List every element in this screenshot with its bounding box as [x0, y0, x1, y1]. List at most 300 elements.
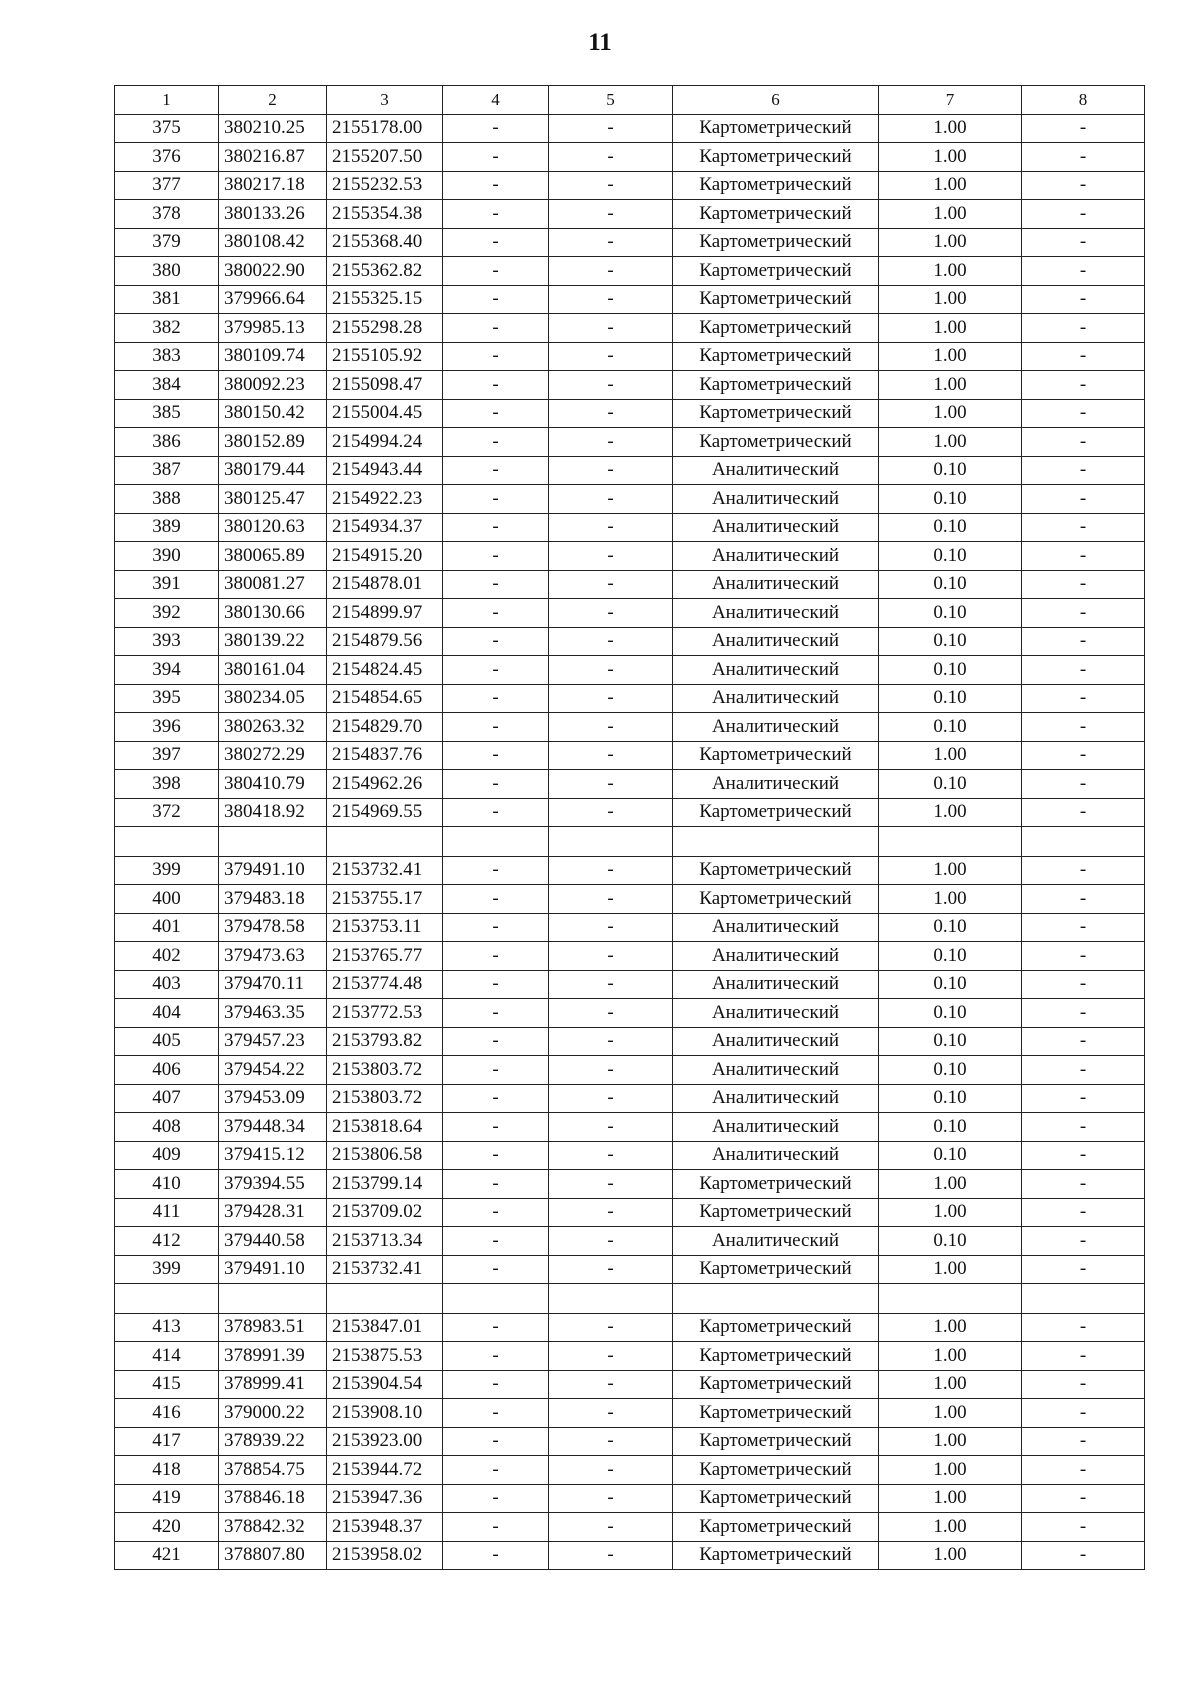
table-row	[115, 999, 1145, 1028]
column-4-cell: -	[443, 456, 549, 485]
column-5-cell: -	[549, 285, 673, 314]
point-number-cell: 410	[115, 1170, 219, 1199]
table-row	[115, 1342, 1145, 1371]
accuracy-cell: 1.00	[879, 342, 1022, 371]
column-5-cell: -	[549, 627, 673, 656]
column-5-cell: -	[549, 970, 673, 999]
y-coordinate-cell: 2153948.37	[327, 1513, 443, 1542]
accuracy-cell: 0.10	[879, 456, 1022, 485]
column-4-cell: -	[443, 1541, 549, 1570]
method-cell: Аналитический	[673, 456, 879, 485]
method-cell: Картометрический	[673, 1313, 879, 1342]
table-row	[115, 1370, 1145, 1399]
column-5-cell: -	[549, 485, 673, 514]
table-row	[115, 371, 1145, 400]
accuracy-cell: 0.10	[879, 1227, 1022, 1256]
column-5-cell	[549, 1284, 673, 1314]
column-5-cell: -	[549, 570, 673, 599]
column-8-cell: -	[1022, 1084, 1145, 1113]
column-4-cell: -	[443, 570, 549, 599]
x-coordinate-cell: 379470.11	[219, 970, 327, 999]
x-coordinate-cell: 379966.64	[219, 285, 327, 314]
y-coordinate-cell: 2153709.02	[327, 1198, 443, 1227]
column-5-cell: -	[549, 371, 673, 400]
y-coordinate-cell: 2154934.37	[327, 513, 443, 542]
header-row	[115, 86, 1145, 115]
table-row	[115, 570, 1145, 599]
column-5-cell: -	[549, 656, 673, 685]
accuracy-cell: 0.10	[879, 1113, 1022, 1142]
point-number-cell: 388	[115, 485, 219, 514]
column-header: 5	[549, 86, 673, 115]
column-5-cell: -	[549, 1198, 673, 1227]
point-number-cell: 400	[115, 885, 219, 914]
column-8-cell: -	[1022, 627, 1145, 656]
column-5-cell: -	[549, 599, 673, 628]
y-coordinate-cell: 2153803.72	[327, 1084, 443, 1113]
point-number-cell: 411	[115, 1198, 219, 1227]
point-number-cell: 418	[115, 1456, 219, 1485]
x-coordinate-cell: 379394.55	[219, 1170, 327, 1199]
table-row	[115, 456, 1145, 485]
column-8-cell: -	[1022, 713, 1145, 742]
table-row	[115, 1255, 1145, 1284]
y-coordinate-cell: 2155098.47	[327, 371, 443, 400]
x-coordinate-cell: 380263.32	[219, 713, 327, 742]
column-8-cell: -	[1022, 1427, 1145, 1456]
y-coordinate-cell: 2153908.10	[327, 1399, 443, 1428]
y-coordinate-cell: 2154879.56	[327, 627, 443, 656]
x-coordinate-cell	[219, 1284, 327, 1314]
table-row	[115, 1484, 1145, 1513]
y-coordinate-cell: 2153765.77	[327, 942, 443, 971]
method-cell: Аналитический	[673, 942, 879, 971]
column-4-cell: -	[443, 885, 549, 914]
point-number-cell: 378	[115, 200, 219, 229]
column-8-cell: -	[1022, 399, 1145, 428]
column-8-cell: -	[1022, 656, 1145, 685]
method-cell: Аналитический	[673, 1141, 879, 1170]
method-cell: Картометрический	[673, 200, 879, 229]
method-cell: Картометрический	[673, 1484, 879, 1513]
column-8-cell: -	[1022, 1255, 1145, 1284]
x-coordinate-cell: 380092.23	[219, 371, 327, 400]
accuracy-cell: 1.00	[879, 1198, 1022, 1227]
column-4-cell: -	[443, 399, 549, 428]
column-5-cell: -	[549, 143, 673, 172]
column-5-cell: -	[549, 1456, 673, 1485]
column-header: 8	[1022, 86, 1145, 115]
x-coordinate-cell: 378999.41	[219, 1370, 327, 1399]
accuracy-cell: 1.00	[879, 114, 1022, 143]
table-row	[115, 885, 1145, 914]
method-cell: Аналитический	[673, 1227, 879, 1256]
table-row	[115, 741, 1145, 770]
column-4-cell: -	[443, 798, 549, 827]
table-row	[115, 342, 1145, 371]
column-4-cell: -	[443, 913, 549, 942]
method-cell: Картометрический	[673, 885, 879, 914]
column-5-cell: -	[549, 1513, 673, 1542]
accuracy-cell: 1.00	[879, 798, 1022, 827]
column-8-cell: -	[1022, 999, 1145, 1028]
point-number-cell: 404	[115, 999, 219, 1028]
column-4-cell	[443, 827, 549, 857]
column-4-cell: -	[443, 342, 549, 371]
column-5-cell: -	[549, 228, 673, 257]
column-4-cell: -	[443, 513, 549, 542]
column-8-cell: -	[1022, 1170, 1145, 1199]
point-number-cell: 372	[115, 798, 219, 827]
column-4-cell: -	[443, 942, 549, 971]
table-row	[115, 1541, 1145, 1570]
method-cell: Картометрический	[673, 1427, 879, 1456]
column-4-cell: -	[443, 770, 549, 799]
column-5-cell: -	[549, 1370, 673, 1399]
column-5-cell: -	[549, 798, 673, 827]
column-4-cell: -	[443, 1056, 549, 1085]
column-5-cell: -	[549, 1427, 673, 1456]
column-8-cell: -	[1022, 1342, 1145, 1371]
accuracy-cell: 1.00	[879, 314, 1022, 343]
x-coordinate-cell: 379483.18	[219, 885, 327, 914]
y-coordinate-cell: 2153753.11	[327, 913, 443, 942]
accuracy-cell: 0.10	[879, 942, 1022, 971]
column-4-cell: -	[443, 599, 549, 628]
x-coordinate-cell: 379454.22	[219, 1056, 327, 1085]
accuracy-cell: 1.00	[879, 1313, 1022, 1342]
column-8-cell: -	[1022, 342, 1145, 371]
column-5-cell: -	[549, 1170, 673, 1199]
accuracy-cell: 1.00	[879, 1484, 1022, 1513]
column-4-cell: -	[443, 228, 549, 257]
point-number-cell	[115, 827, 219, 857]
x-coordinate-cell: 380108.42	[219, 228, 327, 257]
table-row	[115, 1456, 1145, 1485]
method-cell: Картометрический	[673, 285, 879, 314]
column-5-cell: -	[549, 913, 673, 942]
y-coordinate-cell: 2155298.28	[327, 314, 443, 343]
method-cell: Аналитический	[673, 684, 879, 713]
accuracy-cell: 1.00	[879, 1399, 1022, 1428]
column-5-cell: -	[549, 1541, 673, 1570]
column-5-cell: -	[549, 1227, 673, 1256]
y-coordinate-cell: 2153803.72	[327, 1056, 443, 1085]
column-8-cell: -	[1022, 885, 1145, 914]
column-4-cell: -	[443, 1513, 549, 1542]
column-5-cell: -	[549, 342, 673, 371]
method-cell: Картометрический	[673, 171, 879, 200]
accuracy-cell: 1.00	[879, 428, 1022, 457]
column-4-cell: -	[443, 856, 549, 885]
point-number-cell: 399	[115, 1255, 219, 1284]
method-cell: Аналитический	[673, 713, 879, 742]
column-4-cell: -	[443, 285, 549, 314]
y-coordinate-cell: 2154837.76	[327, 741, 443, 770]
x-coordinate-cell: 379985.13	[219, 314, 327, 343]
table-row	[115, 114, 1145, 143]
x-coordinate-cell: 378983.51	[219, 1313, 327, 1342]
column-header: 2	[219, 86, 327, 115]
accuracy-cell: 1.00	[879, 143, 1022, 172]
y-coordinate-cell: 2155232.53	[327, 171, 443, 200]
method-cell: Картометрический	[673, 1198, 879, 1227]
method-cell: Аналитический	[673, 599, 879, 628]
table-row	[115, 856, 1145, 885]
column-5-cell: -	[549, 1342, 673, 1371]
point-number-cell: 403	[115, 970, 219, 999]
method-cell: Аналитический	[673, 913, 879, 942]
table-row	[115, 428, 1145, 457]
point-number-cell: 420	[115, 1513, 219, 1542]
column-4-cell: -	[443, 485, 549, 514]
method-cell: Аналитический	[673, 1027, 879, 1056]
column-4-cell: -	[443, 656, 549, 685]
column-header: 4	[443, 86, 549, 115]
accuracy-cell	[879, 827, 1022, 857]
point-number-cell: 385	[115, 399, 219, 428]
x-coordinate-cell: 378939.22	[219, 1427, 327, 1456]
column-5-cell: -	[549, 314, 673, 343]
y-coordinate-cell: 2153732.41	[327, 856, 443, 885]
point-number-cell: 396	[115, 713, 219, 742]
y-coordinate-cell: 2155325.15	[327, 285, 443, 314]
table-row	[115, 171, 1145, 200]
accuracy-cell: 1.00	[879, 1255, 1022, 1284]
y-coordinate-cell: 2154943.44	[327, 456, 443, 485]
y-coordinate-cell: 2153713.34	[327, 1227, 443, 1256]
column-8-cell: -	[1022, 542, 1145, 571]
column-4-cell: -	[443, 1456, 549, 1485]
table-row	[115, 1313, 1145, 1342]
method-cell: Картометрический	[673, 856, 879, 885]
accuracy-cell: 1.00	[879, 257, 1022, 286]
method-cell: Картометрический	[673, 342, 879, 371]
coordinates-table	[114, 85, 1145, 1570]
table-row	[115, 770, 1145, 799]
x-coordinate-cell: 380418.92	[219, 798, 327, 827]
column-8-cell: -	[1022, 428, 1145, 457]
y-coordinate-cell: 2153944.72	[327, 1456, 443, 1485]
accuracy-cell: 1.00	[879, 1170, 1022, 1199]
x-coordinate-cell: 378854.75	[219, 1456, 327, 1485]
y-coordinate-cell: 2154994.24	[327, 428, 443, 457]
y-coordinate-cell: 2154829.70	[327, 713, 443, 742]
accuracy-cell: 0.10	[879, 770, 1022, 799]
point-number-cell: 407	[115, 1084, 219, 1113]
table-row	[115, 798, 1145, 827]
x-coordinate-cell: 379473.63	[219, 942, 327, 971]
column-4-cell: -	[443, 1113, 549, 1142]
column-4-cell: -	[443, 1227, 549, 1256]
y-coordinate-cell: 2153847.01	[327, 1313, 443, 1342]
accuracy-cell: 0.10	[879, 513, 1022, 542]
column-5-cell: -	[549, 171, 673, 200]
point-number-cell: 398	[115, 770, 219, 799]
column-8-cell: -	[1022, 1541, 1145, 1570]
column-8-cell: -	[1022, 314, 1145, 343]
column-8-cell	[1022, 1284, 1145, 1314]
method-cell: Аналитический	[673, 570, 879, 599]
y-coordinate-cell: 2153732.41	[327, 1255, 443, 1284]
column-8-cell: -	[1022, 970, 1145, 999]
column-4-cell: -	[443, 1313, 549, 1342]
accuracy-cell: 0.10	[879, 570, 1022, 599]
point-number-cell: 412	[115, 1227, 219, 1256]
column-4-cell: -	[443, 970, 549, 999]
table-row	[115, 200, 1145, 229]
table-row	[115, 627, 1145, 656]
point-number-cell: 408	[115, 1113, 219, 1142]
method-cell: Картометрический	[673, 1513, 879, 1542]
y-coordinate-cell: 2155368.40	[327, 228, 443, 257]
accuracy-cell: 1.00	[879, 885, 1022, 914]
point-number-cell: 379	[115, 228, 219, 257]
point-number-cell: 383	[115, 342, 219, 371]
point-number-cell: 384	[115, 371, 219, 400]
column-8-cell: -	[1022, 285, 1145, 314]
x-coordinate-cell: 378842.32	[219, 1513, 327, 1542]
point-number-cell: 402	[115, 942, 219, 971]
y-coordinate-cell: 2153755.17	[327, 885, 443, 914]
method-cell: Аналитический	[673, 970, 879, 999]
column-4-cell: -	[443, 1027, 549, 1056]
table-row	[115, 656, 1145, 685]
table-row	[115, 713, 1145, 742]
accuracy-cell: 1.00	[879, 1342, 1022, 1371]
page-number: 11	[588, 29, 612, 56]
method-cell: Аналитический	[673, 1084, 879, 1113]
point-number-cell: 375	[115, 114, 219, 143]
column-5-cell: -	[549, 456, 673, 485]
x-coordinate-cell: 380065.89	[219, 542, 327, 571]
y-coordinate-cell: 2153958.02	[327, 1541, 443, 1570]
x-coordinate-cell: 380133.26	[219, 200, 327, 229]
point-number-cell: 401	[115, 913, 219, 942]
point-number-cell: 395	[115, 684, 219, 713]
column-8-cell: -	[1022, 257, 1145, 286]
method-cell: Картометрический	[673, 741, 879, 770]
accuracy-cell: 0.10	[879, 1027, 1022, 1056]
method-cell: Аналитический	[673, 770, 879, 799]
table-body	[115, 114, 1145, 1570]
accuracy-cell: 0.10	[879, 684, 1022, 713]
accuracy-cell: 1.00	[879, 1456, 1022, 1485]
column-4-cell: -	[443, 1399, 549, 1428]
table-row	[115, 1027, 1145, 1056]
column-5-cell: -	[549, 1027, 673, 1056]
column-header: 3	[327, 86, 443, 115]
x-coordinate-cell: 378807.80	[219, 1541, 327, 1570]
y-coordinate-cell: 2155207.50	[327, 143, 443, 172]
accuracy-cell	[879, 1284, 1022, 1314]
y-coordinate-cell: 2155178.00	[327, 114, 443, 143]
column-5-cell: -	[549, 1484, 673, 1513]
column-8-cell: -	[1022, 513, 1145, 542]
y-coordinate-cell: 2154962.26	[327, 770, 443, 799]
table-row	[115, 542, 1145, 571]
accuracy-cell: 1.00	[879, 741, 1022, 770]
y-coordinate-cell: 2154878.01	[327, 570, 443, 599]
column-8-cell: -	[1022, 741, 1145, 770]
table-row	[115, 1227, 1145, 1256]
point-number-cell: 390	[115, 542, 219, 571]
y-coordinate-cell: 2154824.45	[327, 656, 443, 685]
column-4-cell: -	[443, 627, 549, 656]
point-number-cell: 392	[115, 599, 219, 628]
accuracy-cell: 0.10	[879, 1141, 1022, 1170]
x-coordinate-cell: 379463.35	[219, 999, 327, 1028]
column-8-cell: -	[1022, 1198, 1145, 1227]
table-row	[115, 1170, 1145, 1199]
column-4-cell	[443, 1284, 549, 1314]
x-coordinate-cell: 380161.04	[219, 656, 327, 685]
y-coordinate-cell	[327, 827, 443, 857]
column-5-cell: -	[549, 942, 673, 971]
y-coordinate-cell: 2154915.20	[327, 542, 443, 571]
table-row	[115, 1141, 1145, 1170]
column-5-cell: -	[549, 399, 673, 428]
table-row	[115, 228, 1145, 257]
y-coordinate-cell	[327, 1284, 443, 1314]
column-5-cell	[549, 827, 673, 857]
column-5-cell: -	[549, 999, 673, 1028]
table-row	[115, 257, 1145, 286]
column-5-cell: -	[549, 1255, 673, 1284]
table-row	[115, 684, 1145, 713]
y-coordinate-cell: 2153923.00	[327, 1427, 443, 1456]
method-cell: Аналитический	[673, 656, 879, 685]
y-coordinate-cell: 2154922.23	[327, 485, 443, 514]
column-8-cell: -	[1022, 570, 1145, 599]
y-coordinate-cell: 2154969.55	[327, 798, 443, 827]
column-4-cell: -	[443, 171, 549, 200]
point-number-cell: 397	[115, 741, 219, 770]
y-coordinate-cell: 2153806.58	[327, 1141, 443, 1170]
point-number-cell: 421	[115, 1541, 219, 1570]
column-5-cell: -	[549, 684, 673, 713]
column-8-cell: -	[1022, 143, 1145, 172]
column-header: 6	[673, 86, 879, 115]
column-4-cell: -	[443, 542, 549, 571]
table-row	[115, 913, 1145, 942]
x-coordinate-cell: 380120.63	[219, 513, 327, 542]
x-coordinate-cell: 380022.90	[219, 257, 327, 286]
method-cell: Картометрический	[673, 1170, 879, 1199]
column-4-cell: -	[443, 428, 549, 457]
method-cell: Аналитический	[673, 542, 879, 571]
method-cell: Аналитический	[673, 999, 879, 1028]
column-4-cell: -	[443, 1342, 549, 1371]
accuracy-cell: 0.10	[879, 970, 1022, 999]
column-8-cell: -	[1022, 770, 1145, 799]
column-8-cell: -	[1022, 856, 1145, 885]
table-row	[115, 485, 1145, 514]
accuracy-cell: 1.00	[879, 371, 1022, 400]
method-cell: Аналитический	[673, 513, 879, 542]
table-row	[115, 1427, 1145, 1456]
method-cell	[673, 827, 879, 857]
accuracy-cell: 1.00	[879, 228, 1022, 257]
column-8-cell: -	[1022, 1313, 1145, 1342]
column-8-cell: -	[1022, 798, 1145, 827]
table-row	[115, 314, 1145, 343]
x-coordinate-cell: 380152.89	[219, 428, 327, 457]
x-coordinate-cell: 379453.09	[219, 1084, 327, 1113]
point-number-cell: 386	[115, 428, 219, 457]
point-number-cell	[115, 1284, 219, 1314]
x-coordinate-cell: 380179.44	[219, 456, 327, 485]
